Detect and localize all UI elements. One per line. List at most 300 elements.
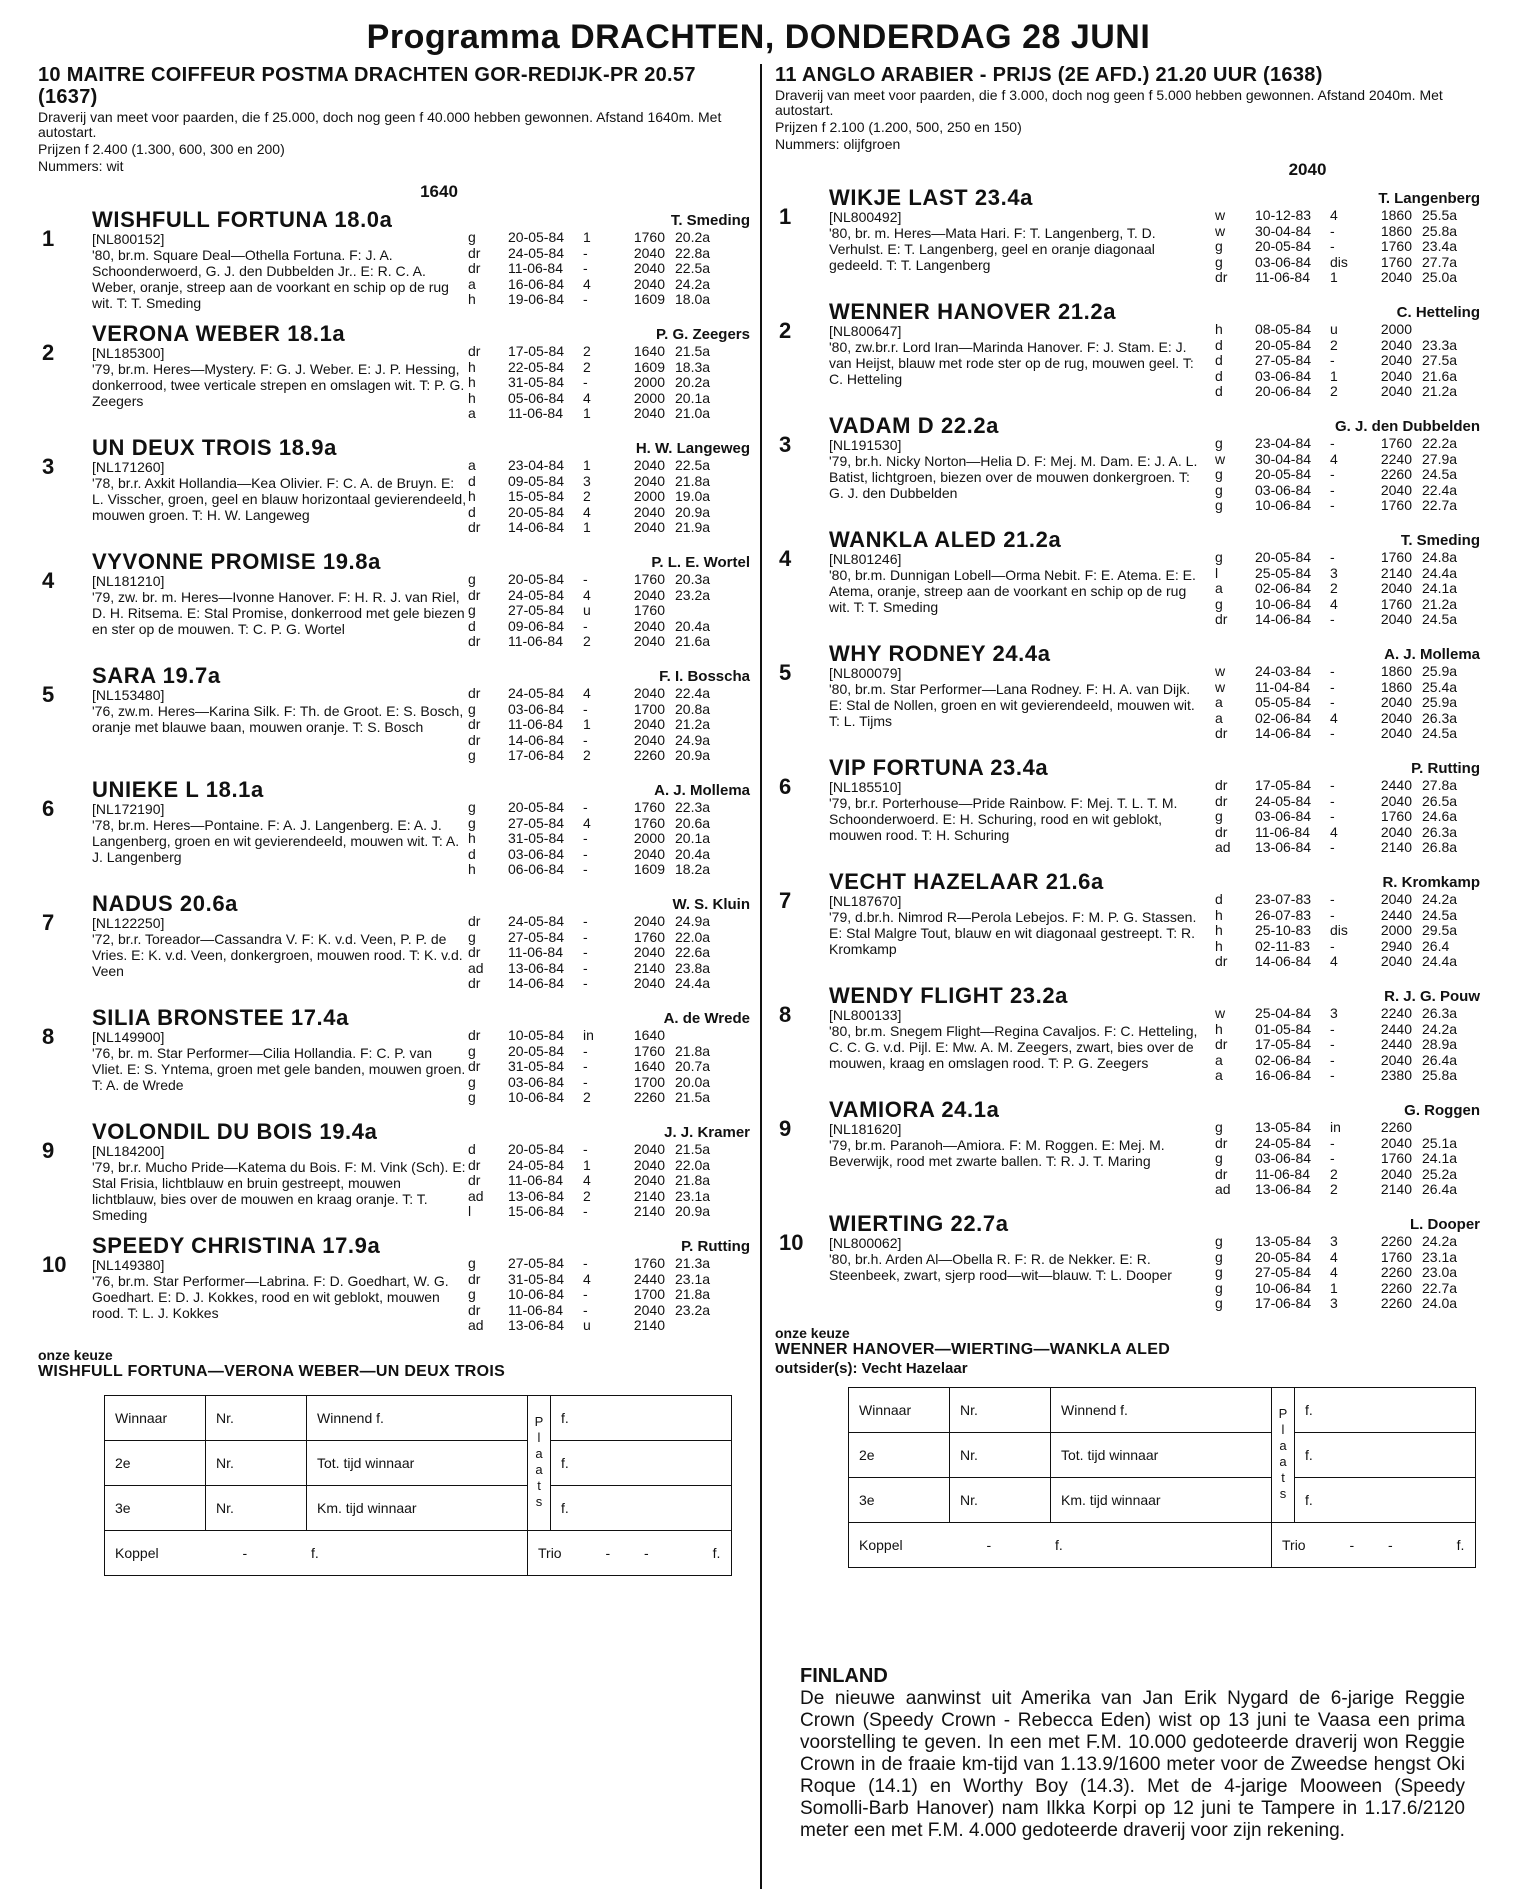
form-place: dis <box>1330 253 1348 270</box>
keuze-pick: WENNER HANOVER—WIERTING—WANKLA ALED <box>775 1341 1171 1358</box>
entry-number: 2 <box>42 340 55 365</box>
form-row <box>468 717 725 733</box>
form-place: - <box>583 913 588 929</box>
horse-name: VIP FORTUNA 23.4a <box>829 755 1049 780</box>
form-row <box>468 344 725 360</box>
horse-code: [NL181620] <box>829 1121 902 1137</box>
form-track: dr <box>468 1027 481 1043</box>
form-row <box>468 261 725 277</box>
form-time: 21.8a <box>675 1172 711 1188</box>
form-place: 1 <box>1330 269 1338 285</box>
form-track: l <box>468 1203 472 1219</box>
form-distance: 2440 <box>1380 906 1412 923</box>
form-date: 20-05-84 <box>1255 1248 1312 1265</box>
form-track: dr <box>1215 269 1228 285</box>
form-track: ad <box>468 1187 484 1204</box>
form-track: g <box>1215 1119 1223 1135</box>
horse-entry <box>775 1098 1480 1206</box>
form-time: 24.6a <box>1422 808 1458 824</box>
form-distance: 1700 <box>633 700 665 717</box>
form-date: 09-05-84 <box>508 472 565 489</box>
form-time: 23.8a <box>675 959 711 976</box>
form-date: 10-06-84 <box>508 1286 565 1302</box>
form-time: 21.2a <box>675 716 711 732</box>
form-row <box>1215 711 1472 727</box>
form-track: w <box>1215 222 1226 239</box>
race-prizes: Prijzen f 2.400 (1.300, 600, 300 en 200) <box>38 141 285 157</box>
form-time: 20.2a <box>675 374 711 390</box>
form-date: 08-05-84 <box>1255 321 1312 337</box>
form-time: 25.2a <box>1422 1165 1458 1182</box>
derde-label: 3e <box>849 1478 950 1523</box>
form-place: 2 <box>1330 383 1338 399</box>
form-distance: 1760 <box>633 814 665 831</box>
form-time: 26.3a <box>1422 1005 1458 1021</box>
horse-entry <box>38 892 750 1000</box>
horse-description: '79, br.r. Mucho Pride—Katema du Bois. F: M. Vink (Sch). E: Stal Frisia, lichtblauw en bruin gestreept, mouwen lichtblauw, bies over de mouwen en kraag oranje. T: T. Smeding <box>92 1159 466 1223</box>
form-place: - <box>1330 777 1335 793</box>
form-distance: 2440 <box>1380 1020 1412 1037</box>
form-date: 17-05-84 <box>1255 1036 1312 1052</box>
form-date: 10-12-83 <box>1255 207 1312 223</box>
form-date: 31-05-84 <box>508 374 565 390</box>
form-time: 21.8a <box>675 472 711 489</box>
derde-label: 3e <box>105 1486 206 1531</box>
form-distance: 2260 <box>1380 1119 1412 1135</box>
form-table <box>468 914 725 992</box>
horse-entry <box>38 436 750 544</box>
form-time: 20.9a <box>675 747 711 763</box>
form-track: a <box>468 275 476 292</box>
driver-name: A. de Wrede <box>663 1010 750 1027</box>
form-distance: 2040 <box>1380 336 1412 353</box>
horse-code: [NL800152] <box>92 231 165 247</box>
form-distance: 2040 <box>633 586 665 603</box>
horse-entry <box>775 756 1480 864</box>
horse-name: WENNER HANOVER 21.2a <box>829 299 1117 324</box>
keuze-pick: WISHFULL FORTUNA—VERONA WEBER—UN DEUX TROIS <box>38 1363 506 1380</box>
form-time: 18.0a <box>675 291 711 307</box>
plaats-f-1: f. <box>551 1396 732 1441</box>
form-row <box>1215 1053 1472 1069</box>
form-track: g <box>1215 595 1223 612</box>
form-track: h <box>468 374 476 390</box>
form-time: 23.2a <box>675 586 711 603</box>
form-distance: 2260 <box>1380 1264 1412 1280</box>
form-track: dr <box>1215 611 1228 627</box>
keuze-label: onze keuze <box>775 1325 850 1341</box>
horse-name: SILIA BRONSTEE 17.4a <box>92 1005 349 1030</box>
form-track: dr <box>468 1270 481 1287</box>
form-place: - <box>583 830 588 846</box>
form-date: 03-06-84 <box>508 1073 565 1090</box>
form-time: 26.3a <box>1422 823 1458 840</box>
horse-description: '80, br.m. Snegem Flight—Regina Cavaljos. F: C. Hetteling, C. C. G. v.d. Pijl. E: Mw. A. M. Zeegers, zwart, bies over de mouwen, kraag en omslagen rood. T: P. G. Zeegers <box>829 1023 1198 1071</box>
form-date: 13-05-84 <box>1255 1119 1312 1135</box>
form-time: 20.0a <box>675 1073 711 1090</box>
driver-name: P. Rutting <box>681 1238 750 1255</box>
form-time: 27.8a <box>1422 777 1458 793</box>
form-row <box>1215 1120 1472 1136</box>
form-place: 4 <box>1330 1264 1338 1280</box>
form-date: 27-05-84 <box>1255 352 1312 368</box>
form-track: g <box>468 747 476 763</box>
form-place: 1 <box>583 1156 591 1173</box>
form-distance: 2260 <box>633 1089 665 1105</box>
form-place: - <box>1330 891 1335 907</box>
form-distance: 2260 <box>1380 1233 1412 1249</box>
form-row <box>1215 1006 1472 1022</box>
form-row <box>468 1142 725 1158</box>
form-place: - <box>1330 1067 1335 1083</box>
form-place: 4 <box>583 1270 591 1287</box>
form-place: - <box>583 244 588 261</box>
entry-number: 10 <box>42 1252 67 1277</box>
form-place: - <box>1330 906 1335 923</box>
form-place: 2 <box>1330 1181 1338 1197</box>
form-time: 25.0a <box>1422 269 1458 285</box>
form-place: 4 <box>583 586 591 603</box>
form-track: dr <box>468 343 481 359</box>
form-row <box>1215 1265 1472 1281</box>
horse-code: [NL800062] <box>829 1235 902 1251</box>
horse-description: '76, br.m. Star Performer—Labrina. F: D. Goedhart, W. G. Goedhart. E: D. J. Kokkes, rood en wit geblokt, mouwen rood. T: L. J. Kokkes <box>92 1273 449 1321</box>
tweede-label: 2e <box>849 1433 950 1478</box>
form-distance: 1760 <box>1380 549 1412 565</box>
form-place: 2 <box>583 343 591 359</box>
form-time: 26.4a <box>1422 1181 1458 1197</box>
form-distance: 2040 <box>633 275 665 292</box>
form-track: g <box>1215 1279 1223 1296</box>
form-row <box>468 1256 725 1272</box>
form-date: 20-05-84 <box>1255 336 1312 353</box>
form-table <box>468 458 725 536</box>
form-time: 22.8a <box>675 244 711 261</box>
form-date: 30-04-84 <box>1255 222 1312 239</box>
form-time: 24.2a <box>675 275 711 292</box>
entry-number: 6 <box>779 774 792 799</box>
koppel-cell: Koppel - f. <box>849 1523 1272 1568</box>
form-time: 21.9a <box>675 519 711 535</box>
form-track: h <box>468 389 476 406</box>
form-time: 24.5a <box>1422 466 1458 482</box>
entry-number: 8 <box>42 1024 55 1049</box>
form-place: 2 <box>583 747 591 763</box>
horse-code: [NL149900] <box>92 1029 165 1045</box>
form-distance: 2040 <box>633 1301 665 1318</box>
form-place: 4 <box>1330 207 1338 223</box>
form-date: 25-10-83 <box>1255 922 1312 938</box>
form-time: 25.4a <box>1422 678 1458 695</box>
form-track: g <box>468 1286 476 1302</box>
form-place: - <box>1330 839 1335 855</box>
form-row <box>1215 1296 1472 1312</box>
entry-list <box>775 186 1480 1320</box>
driver-name: R. Kromkamp <box>1382 874 1480 891</box>
entry-number: 5 <box>42 682 55 707</box>
horse-description: '80, br.h. Arden Al—Obella R. F: R. de Nekker. E: R. Steenbeek, zwart, sjerp rood—wit—blauw. T: L. Dooper <box>829 1251 1172 1283</box>
horse-entry <box>38 208 750 316</box>
form-time: 20.9a <box>675 1203 711 1219</box>
form-date: 03-06-84 <box>1255 808 1312 824</box>
form-time: 24.2a <box>1422 891 1458 907</box>
form-date: 27-05-84 <box>508 1255 565 1271</box>
form-distance: 2040 <box>633 1172 665 1188</box>
form-distance: 1860 <box>1380 222 1412 239</box>
form-track: ad <box>1215 839 1231 855</box>
horse-code: [NL800492] <box>829 209 902 225</box>
form-date: 16-06-84 <box>1255 1067 1312 1083</box>
form-time: 22.4a <box>675 685 711 701</box>
form-time: 21.5a <box>675 343 711 359</box>
form-time: 18.2a <box>675 861 711 877</box>
horse-code: [NL800133] <box>829 1007 902 1023</box>
plaats-f-1: f. <box>1295 1388 1476 1433</box>
finland-article <box>800 1665 1465 1842</box>
horse-code: [NL153480] <box>92 687 165 703</box>
form-place: - <box>1330 435 1335 451</box>
form-track: dr <box>468 633 481 649</box>
form-distance: 1609 <box>633 291 665 307</box>
form-place: - <box>1330 497 1335 513</box>
form-place: - <box>583 861 588 877</box>
form-place: - <box>1330 678 1335 695</box>
form-track: g <box>468 1073 476 1090</box>
form-time: 24.8a <box>1422 549 1458 565</box>
form-time: 28.9a <box>1422 1036 1458 1052</box>
form-time: 25.5a <box>1422 207 1458 223</box>
form-place: 4 <box>1330 450 1338 467</box>
form-time: 20.8a <box>675 700 711 717</box>
form-distance: 1760 <box>1380 435 1412 451</box>
form-place: 3 <box>583 472 591 489</box>
form-distance: 1640 <box>633 343 665 359</box>
horse-name: WIERTING 22.7a <box>829 1211 1009 1236</box>
form-track: g <box>1215 466 1223 482</box>
form-distance: 1700 <box>633 1073 665 1090</box>
form-row <box>1215 1151 1472 1167</box>
entry-number: 3 <box>779 432 792 457</box>
form-time: 24.9a <box>675 913 711 929</box>
winnend-label: Winnend f. <box>1051 1388 1272 1433</box>
form-date: 24-05-84 <box>508 913 565 929</box>
form-track: g <box>1215 1248 1223 1265</box>
form-date: 02-06-84 <box>1255 580 1312 596</box>
horse-description: '72, br.r. Toreador—Cassandra V. F: K. v.d. Veen, P. P. de Vries. E: K. v.d. Veen, donkergroen, mouwen rood. T: K. v.d. Veen <box>92 931 463 979</box>
form-date: 03-06-84 <box>508 700 565 717</box>
form-place: 4 <box>1330 823 1338 840</box>
form-time: 21.2a <box>1422 595 1458 612</box>
form-row <box>468 831 725 847</box>
form-place: - <box>1330 238 1335 254</box>
form-place: 4 <box>583 1172 591 1188</box>
form-place: - <box>1330 481 1335 498</box>
form-time: 19.0a <box>675 488 711 504</box>
form-time: 21.3a <box>675 1255 711 1271</box>
form-date: 14-06-84 <box>508 519 565 535</box>
form-track: d <box>468 472 476 489</box>
form-time: 23.4a <box>1422 238 1458 254</box>
form-place: 3 <box>1330 1295 1338 1311</box>
form-date: 02-06-84 <box>1255 1051 1312 1068</box>
horse-code: [NL171260] <box>92 459 165 475</box>
horse-name: VOLONDIL DU BOIS 19.4a <box>92 1119 378 1144</box>
form-time: 22.0a <box>675 928 711 945</box>
form-time: 22.6a <box>675 944 711 960</box>
form-row <box>1215 369 1472 385</box>
form-time: 21.0a <box>675 405 711 421</box>
form-date: 03-06-84 <box>1255 1150 1312 1166</box>
form-row <box>468 603 725 619</box>
form-distance: 2140 <box>633 959 665 976</box>
form-track: d <box>1215 383 1223 399</box>
driver-name: H. W. Langeweg <box>635 440 750 457</box>
form-track: dr <box>468 519 481 535</box>
form-place: 1 <box>1330 367 1338 384</box>
form-track: dr <box>1215 725 1228 741</box>
form-track: dr <box>1215 792 1228 809</box>
form-distance: 1860 <box>1380 663 1412 679</box>
entry-number: 7 <box>779 888 792 913</box>
horse-description: '76, br. m. Star Performer—Cilia Hollandia. F: C. P. van Vliet. E: S. Yntema, groen met gele banden, mouwen groen. T: A. de Wrede <box>92 1045 466 1093</box>
form-distance: 1860 <box>1380 207 1412 223</box>
form-date: 13-06-84 <box>508 959 565 976</box>
form-date: 11-06-84 <box>508 1301 564 1318</box>
entry-number: 1 <box>779 204 792 229</box>
form-row <box>468 1090 725 1106</box>
form-date: 20-05-84 <box>1255 466 1312 482</box>
form-track: g <box>1215 549 1223 565</box>
form-place: 1 <box>583 229 591 245</box>
form-place: - <box>1330 1020 1335 1037</box>
form-row <box>468 686 725 702</box>
form-place: dis <box>1330 922 1348 938</box>
form-date: 23-04-84 <box>508 457 565 473</box>
form-place: u <box>1330 321 1338 337</box>
form-row <box>1215 612 1472 628</box>
form-distance: 2440 <box>1380 1036 1412 1052</box>
form-track: d <box>1215 352 1223 368</box>
form-time: 23.1a <box>675 1187 711 1204</box>
form-time: 20.6a <box>675 814 711 831</box>
form-track: dr <box>468 244 481 261</box>
form-time: 24.2a <box>1422 1233 1458 1249</box>
km-tijd-label: Km. tijd winnaar <box>1051 1478 1272 1523</box>
horse-description: '79, d.br.h. Nimrod R—Perola Lebejos. F: M. P. G. Stassen. E: Stal Malgre Tout, blauw en wit diagonaal gestreept. T: R. Kromkamp <box>829 909 1197 957</box>
form-track: dr <box>1215 953 1228 969</box>
horse-code: [NL185510] <box>829 779 902 795</box>
form-row <box>468 1044 725 1060</box>
form-distance: 2000 <box>1380 321 1412 337</box>
form-place: 2 <box>583 1089 591 1105</box>
horse-name: SPEEDY CHRISTINA 17.9a <box>92 1233 381 1258</box>
form-distance: 2040 <box>633 944 665 960</box>
form-row <box>1215 1037 1472 1053</box>
form-row <box>468 914 725 930</box>
form-distance: 1760 <box>633 928 665 945</box>
form-distance: 2040 <box>633 1156 665 1173</box>
form-row <box>1215 908 1472 924</box>
form-distance: 1760 <box>1380 238 1412 254</box>
form-distance: 1609 <box>633 358 665 375</box>
form-row <box>468 474 725 490</box>
form-date: 10-05-84 <box>508 1027 565 1043</box>
form-distance: 2040 <box>1380 792 1412 809</box>
form-track: dr <box>468 731 481 748</box>
form-track: d <box>1215 336 1223 353</box>
form-time: 27.9a <box>1422 450 1458 467</box>
form-distance: 2040 <box>633 457 665 473</box>
form-row <box>468 800 725 816</box>
form-row <box>468 277 725 293</box>
form-place: 4 <box>583 503 591 520</box>
form-place: 3 <box>1330 1233 1338 1249</box>
horse-description: '79, br.r. Porterhouse—Pride Rainbow. F: Mej. T. L. T. M. Schoonderwoerd. E: H. Schuring, rood en wit geblokt, mouwen rood. T: H. Schuring <box>829 795 1178 843</box>
form-table <box>468 800 725 878</box>
form-date: 25-05-84 <box>1255 564 1312 581</box>
form-distance: 1760 <box>633 229 665 245</box>
form-row <box>1215 1234 1472 1250</box>
result-form <box>848 1387 1476 1568</box>
form-place: 4 <box>1330 953 1338 969</box>
horse-name: VADAM D 22.2a <box>829 413 999 438</box>
form-track: a <box>1215 1067 1223 1083</box>
entry-number: 7 <box>42 910 55 935</box>
km-tijd-label: Km. tijd winnaar <box>307 1486 528 1531</box>
nr-label: Nr. <box>206 1441 307 1486</box>
form-track: g <box>468 700 476 717</box>
form-distance: 2440 <box>633 1270 665 1287</box>
form-track: ad <box>1215 1181 1231 1197</box>
form-distance: 2040 <box>633 1141 665 1157</box>
form-distance: 2940 <box>1380 937 1412 954</box>
form-time: 18.3a <box>675 358 711 375</box>
horse-entry <box>38 322 750 430</box>
form-track: h <box>1215 937 1223 954</box>
driver-name: R. J. G. Pouw <box>1384 988 1480 1005</box>
form-track: dr <box>468 260 481 276</box>
form-place: 3 <box>1330 1005 1338 1021</box>
form-date: 11-06-84 <box>508 944 564 960</box>
form-track: dr <box>468 975 481 991</box>
form-place: 4 <box>1330 709 1338 726</box>
form-date: 30-04-84 <box>1255 450 1312 467</box>
form-row <box>1215 809 1472 825</box>
form-place: - <box>583 928 588 945</box>
form-track: h <box>468 488 476 504</box>
driver-name: G. Roggen <box>1404 1102 1480 1119</box>
race-11-column <box>775 64 1480 1568</box>
form-track: h <box>468 358 476 375</box>
form-distance: 1640 <box>633 1027 665 1043</box>
form-date: 23-07-83 <box>1255 891 1312 907</box>
form-date: 20-05-84 <box>508 1141 565 1157</box>
form-row <box>468 619 725 635</box>
horse-description: '78, br.r. Axkit Hollandia—Kea Olivier. F: C. A. de Bruyn. E: L. Visscher, groen, geel en blauw horizontaal gevierendeeld, mouwen groen. T: H. W. Langeweg <box>92 475 467 523</box>
form-track: g <box>468 814 476 831</box>
form-date: 17-06-84 <box>508 747 565 763</box>
form-row <box>468 230 725 246</box>
form-time: 24.5a <box>1422 725 1458 741</box>
form-date: 14-06-84 <box>508 975 565 991</box>
race-distance: 1640 <box>420 182 458 201</box>
form-date: 14-06-84 <box>1255 725 1312 741</box>
form-row <box>468 1303 725 1319</box>
form-date: 14-06-84 <box>1255 611 1312 627</box>
form-track: h <box>1215 321 1223 337</box>
form-distance: 2000 <box>633 488 665 504</box>
trio-cell: Trio - - f. <box>1272 1523 1476 1568</box>
